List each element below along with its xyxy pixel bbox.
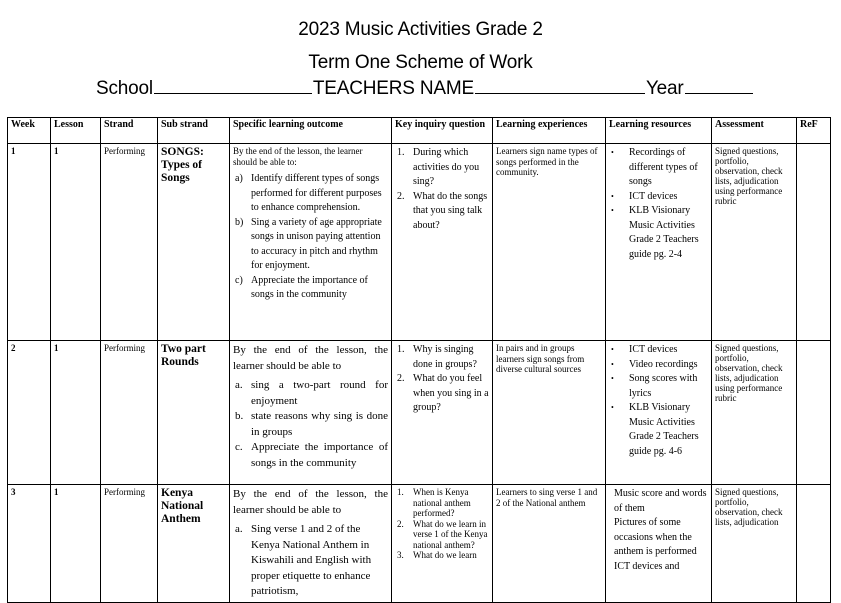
col-header-week: Week [8,118,51,144]
assessment-cell: Signed questions, portfolio, observation, check lists, adjudication using performance rubric [712,341,797,485]
resource-line: Pictures of some occasions when the anthem is performed [614,517,697,557]
teacher-blank [475,79,645,94]
outcome-cell [230,341,392,485]
list-item: c) Appreciate the importance of songs in the community [235,274,368,300]
question-list [395,343,489,416]
list-item: • ICT devices [611,344,678,355]
col-header-ref: ReF [797,118,831,144]
outcome-intro: By the end of the lesson, the learner should be able to [233,344,388,372]
strand-cell: Performing [101,144,158,341]
header-fields [96,78,754,100]
list-item: • Recordings of different types of songs [611,147,698,187]
outcome-intro: By the end of the lesson, the learner should be able to: [233,146,363,167]
col-header-outcome: Specific learning outcome [230,118,392,144]
resources-cell [606,144,712,341]
strand-cell: Performing [101,341,158,485]
experiences-cell: Learners to sing verse 1 and 2 of the National anthem [493,485,606,603]
col-header-sub-strand: Sub strand [158,118,230,144]
list-item: 1. When is Kenya national anthem performed? [397,487,471,518]
list-item: b) Sing a variety of age appropriate songs in unison paying attention to accuracy in pitch and rhythm for enjoyment. [235,216,382,271]
list-item: • Song scores with lyrics [611,373,698,399]
list-item: • KLB Visionary Music Activities Grade 2 Teachers guide pg. 2-4 [611,205,699,260]
document-subtitle: Term One Scheme of Work [308,52,533,73]
col-header-assessment: Assessment [712,118,797,144]
resource-line: Music score and words of them [614,488,707,514]
col-header-experiences: Learning experiences [493,118,606,144]
col-header-question: Key inquiry question [392,118,493,144]
list-item: a. Sing verse 1 and 2 of the Kenya National Anthem in Kiswahili and English with proper etiquette to enhance patriotism, [235,523,372,597]
resource-line: ICT devices and [614,560,680,572]
question-list [395,146,489,233]
experiences-cell: Learners sign name types of songs performed in the community. [493,144,606,341]
assessment-cell: Signed questions, portfolio, observation, check lists, adjudication [712,485,797,603]
experiences-cell: In pairs and in groups learners sign songs from diverse cultural sources [493,341,606,485]
resources-list [609,343,708,459]
outcome-cell [230,144,392,341]
col-header-strand: Strand [101,118,158,144]
week-cell: 2 [8,341,51,485]
list-item: 2. What do we learn in verse 1 of the Kenya national anthem? [397,518,488,550]
year-label: Year [645,78,684,99]
list-item: 1. During which activities do you sing? [397,147,480,187]
table-row [8,341,831,485]
list-item: b. state reasons why sing is done in groups [235,410,388,438]
question-cell [392,341,493,485]
strand-cell: Performing [101,485,158,603]
assessment-cell: Signed questions, portfolio, observation, check lists, adjudication using performance rubric [712,144,797,341]
list-item: • ICT devices [611,190,678,202]
outcome-list [233,522,388,600]
list-item: c. Appreciate the importance of songs in the community [235,441,388,469]
resources-cell [606,341,712,485]
ref-cell [797,144,831,341]
week-cell: 1 [8,144,51,341]
outcome-cell [230,485,392,603]
ref-cell [797,341,831,485]
list-item: 2. What do the songs that you sing talk about? [397,190,488,231]
list-item: 3. What do we learn [397,550,477,560]
table-row [8,144,831,341]
sub-strand-cell: SONGS: Types of Songs [158,144,230,341]
list-item: a. sing a two-part round for enjoyment [235,379,388,407]
list-item: a) Identify different types of songs performed for different purposes to enhance comprehension. [235,173,382,213]
question-list [395,487,489,561]
list-item: • Video recordings [611,358,698,370]
sub-strand-cell: Kenya National Anthem [158,485,230,603]
col-header-lesson: Lesson [51,118,101,144]
document-title: 2023 Music Activities Grade 2 [298,19,543,40]
lesson-cell: 1 [51,341,101,485]
sub-strand-cell: Two part Rounds [158,341,230,485]
question-cell [392,485,493,603]
ref-cell [797,485,831,603]
scheme-of-work-table [7,117,831,603]
lesson-cell: 1 [51,485,101,603]
col-header-resources: Learning resources [606,118,712,144]
outcome-list [233,172,388,303]
school-blank [154,79,312,94]
year-blank [685,79,753,94]
outcome-intro: By the end of the lesson, the learner should be able to [233,488,388,516]
list-item: • KLB Visionary Music Activities Grade 2 Teachers guide pg. 4-6 [611,402,699,457]
table-header-row [8,118,831,144]
lesson-cell: 1 [51,144,101,341]
school-label: School [96,78,153,99]
list-item: 1. Why is singing done in groups? [397,344,477,370]
week-cell: 3 [8,485,51,603]
resources-list [609,146,708,262]
list-item: 2. What do you feel when you sing in a group? [397,373,489,413]
resources-cell [606,485,712,603]
teacher-label: TEACHERS NAME [312,78,474,99]
outcome-list [233,378,388,471]
question-cell [392,144,493,341]
table-row [8,485,831,603]
